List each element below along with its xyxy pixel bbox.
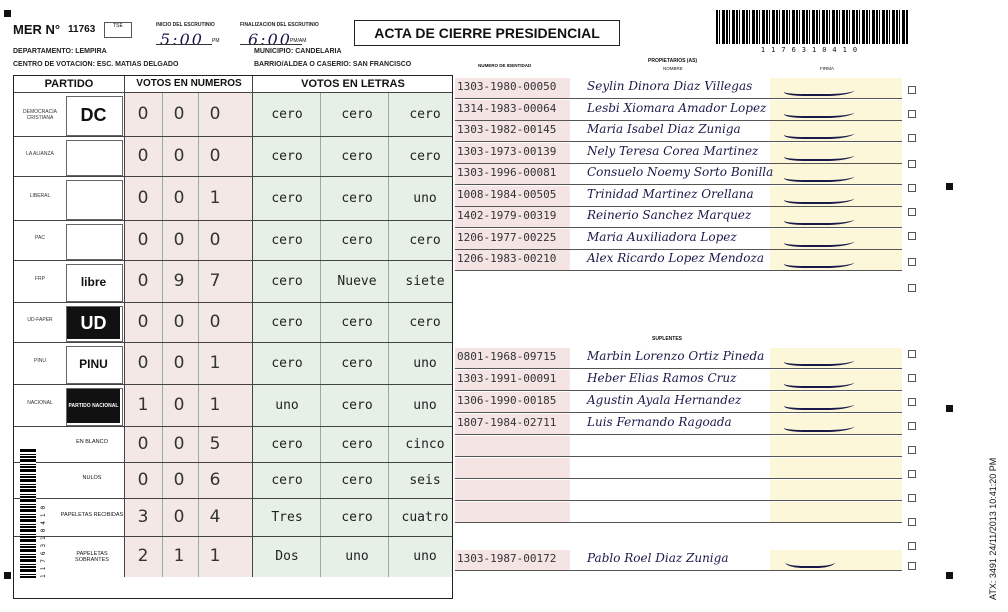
empty-row (455, 458, 902, 479)
member-id: 1303-1996-00081 (457, 166, 557, 179)
vote-word: uno (413, 191, 437, 206)
member-id: 1303-1980-00050 (457, 80, 557, 93)
top-barcode (716, 10, 908, 44)
votes-table (13, 75, 453, 599)
corner-mark (946, 183, 953, 190)
check-box (908, 562, 916, 570)
member-row (455, 348, 902, 369)
check-box (908, 542, 916, 550)
vote-word: siete (405, 274, 445, 289)
vote-digit: 1 (173, 546, 185, 566)
member-name: Luis Fernando Ragoada (587, 415, 732, 429)
prop-header: PROPIETARIOS (AS) (648, 58, 698, 64)
vote-digit: 0 (173, 146, 185, 166)
vote-digit: 3 (137, 507, 149, 527)
vote-digit: 0 (209, 146, 221, 166)
table-row (14, 176, 452, 221)
vote-word: cero (341, 315, 373, 330)
member-name: Consuelo Noemy Sorto Bonilla (587, 165, 774, 179)
vote-word: cero (409, 233, 441, 248)
check-box (908, 284, 916, 292)
vote-word: cero (341, 437, 373, 452)
party-logo (66, 140, 123, 176)
member-id: 1206-1983-00210 (457, 252, 557, 265)
signature (782, 190, 857, 204)
member-row (455, 186, 902, 207)
vote-word: uno (413, 398, 437, 413)
check-box (908, 86, 916, 94)
signature (782, 104, 857, 118)
check-box (908, 422, 916, 430)
vote-word: cero (271, 473, 303, 488)
table-row (14, 136, 452, 177)
inicio-ampm: PM (212, 38, 220, 44)
signature (782, 374, 857, 388)
centro-votacion: CENTRO DE VOTACION: ESC. MATIAS DELGADO (13, 61, 179, 68)
logo-emblem: TSE (104, 22, 132, 38)
member-id: 1008-1984-00505 (457, 187, 557, 201)
table-row (14, 342, 452, 385)
table-row (14, 498, 452, 537)
party-label: DEMOCRACIA CRISTIANA (23, 109, 57, 121)
member-row (455, 550, 902, 571)
check-box (908, 494, 916, 502)
mer-label: MER N° (13, 22, 61, 37)
signature (782, 254, 857, 268)
signature (782, 125, 857, 139)
final-ampm: PM/AM (290, 38, 307, 44)
check-box (908, 470, 916, 478)
party-label: FRP (35, 276, 45, 282)
mer-number: 11763 (68, 24, 96, 35)
corner-mark (946, 572, 953, 579)
vote-word: cero (271, 149, 303, 164)
vote-word: cero (409, 107, 441, 122)
vote-digit: 0 (173, 312, 185, 332)
member-row (455, 250, 902, 271)
member-row (455, 100, 902, 121)
member-name: Nely Teresa Corea Martinez (587, 143, 759, 158)
vote-digit: 1 (209, 353, 221, 373)
party-label: PAC (35, 235, 45, 241)
vote-word: cero (341, 191, 373, 206)
vote-word: uno (275, 398, 299, 413)
member-id: 1206-1977-00225 (457, 230, 557, 244)
col-header-letras: VOTOS EN LETRAS (252, 76, 453, 92)
party-logo-text: DC (80, 105, 107, 125)
table-row (14, 536, 452, 577)
member-name: Reinerio Sanchez Marquez (587, 208, 752, 222)
vote-digit: 0 (209, 104, 221, 124)
vote-digit: 5 (209, 434, 221, 454)
final-line (240, 44, 302, 45)
vote-word: Dos (275, 549, 299, 564)
member-name: Seylin Dinora Diaz Villegas (587, 79, 753, 93)
check-box (908, 446, 916, 454)
vote-digit: 0 (173, 434, 185, 454)
table-row (14, 462, 452, 499)
side-barcode-text: 1176310410 (40, 501, 47, 578)
vote-word: cero (341, 510, 373, 525)
vote-digit: 0 (209, 230, 221, 250)
vote-word: cuatro (401, 510, 449, 525)
member-name: Maria Auxiliadora Lopez (587, 229, 737, 244)
table-row (14, 260, 452, 303)
member-row (455, 78, 902, 99)
suplentes-header: SUPLENTES (652, 336, 683, 342)
check-box (908, 398, 916, 406)
side-barcode (20, 448, 36, 578)
check-box (908, 374, 916, 382)
vote-digit: 0 (173, 353, 185, 373)
member-name: Maria Isabel Diaz Zuniga (587, 122, 741, 136)
signature (782, 211, 857, 225)
table-row (14, 302, 452, 343)
municipio: MUNICIPIO: CANDELARIA (254, 48, 342, 55)
check-box (908, 518, 916, 526)
member-id: 1306-1990-00185 (457, 394, 557, 407)
inicio-line (156, 44, 212, 45)
vote-digit: 0 (137, 353, 149, 373)
vote-digit: 0 (137, 312, 149, 332)
party-label: PINU (34, 358, 46, 364)
vote-word: seis (409, 473, 441, 488)
party-label: NACIONAL (27, 400, 53, 406)
vote-word: cero (271, 315, 303, 330)
signature (782, 233, 857, 247)
vote-digit: 7 (209, 271, 221, 291)
vote-digit: 0 (137, 188, 149, 208)
member-row (455, 121, 902, 142)
member-id: 1303-1973-00139 (457, 144, 557, 158)
departamento: DEPARTAMENTO: LEMPIRA (13, 48, 107, 55)
party-label: LA ALIANZA (26, 151, 54, 157)
member-row (455, 207, 902, 228)
row-label: PAPELETAS SOBRANTES (75, 551, 109, 563)
party-logo-text: PARTIDO NACIONAL (67, 389, 120, 423)
vote-digit: 1 (209, 395, 221, 415)
vote-digit: 0 (137, 230, 149, 250)
member-name: Trinidad Martinez Orellana (587, 186, 754, 201)
vote-digit: 6 (209, 470, 221, 490)
member-id: 1303-1987-00172 (457, 552, 557, 565)
nombre-header: NOMBRE (663, 66, 683, 71)
vote-digit: 0 (137, 271, 149, 291)
check-box (908, 208, 916, 216)
vote-word: uno (345, 549, 369, 564)
vote-word: cero (341, 473, 373, 488)
row-label: NULOS (82, 475, 102, 481)
check-box (908, 258, 916, 266)
vote-word: cero (271, 274, 303, 289)
vote-digit: 1 (209, 188, 221, 208)
party-logo (66, 224, 123, 260)
top-barcode-text: 1176310410 (760, 46, 864, 54)
check-box (908, 350, 916, 358)
check-box (908, 110, 916, 118)
vote-digit: 0 (173, 230, 185, 250)
final-label: FINALIZACION DEL ESCRUTINIO (240, 22, 319, 28)
vote-word: cero (271, 233, 303, 248)
corner-mark (4, 572, 11, 579)
signature (782, 147, 857, 161)
member-row (455, 164, 902, 185)
final-value: 6:00 (248, 30, 292, 49)
signature (785, 554, 835, 568)
member-name: Lesbi Xiomara Amador Lopez (587, 100, 767, 115)
vote-digit: 0 (137, 434, 149, 454)
empty-row (455, 502, 902, 523)
vote-digit: 9 (173, 271, 185, 291)
member-row (455, 414, 902, 435)
corner-mark (946, 405, 953, 412)
table-row (14, 92, 452, 137)
inicio-label: INICIO DEL ESCRUTINIO (156, 22, 215, 28)
check-box (908, 134, 916, 142)
member-id: 1314-1983-00064 (457, 101, 557, 115)
vote-digit: 0 (173, 395, 185, 415)
vote-word: cinco (405, 437, 445, 452)
signature (782, 418, 857, 432)
party-logo (66, 180, 123, 220)
empty-row (455, 480, 902, 501)
member-row (455, 392, 902, 413)
vote-word: cero (271, 356, 303, 371)
vote-digit: 1 (137, 395, 149, 415)
empty-row (455, 436, 902, 457)
vote-word: cero (271, 191, 303, 206)
vote-word: Nueve (337, 274, 377, 289)
vote-digit: 4 (209, 507, 221, 527)
member-row (455, 229, 902, 250)
vote-digit: 2 (137, 546, 149, 566)
vote-word: cero (341, 398, 373, 413)
table-row (14, 384, 452, 427)
member-id: 1402-1979-00319 (457, 209, 557, 222)
vote-digit: 0 (173, 104, 185, 124)
vote-digit: 0 (137, 104, 149, 124)
firma-header: FIRMA (820, 66, 834, 71)
member-name: Pablo Roel Diaz Zuniga (587, 551, 729, 565)
vote-digit: 0 (137, 470, 149, 490)
vote-digit: 0 (209, 312, 221, 332)
row-label: PAPELETAS RECIBIDAS (60, 512, 124, 518)
member-row (455, 370, 902, 391)
inicio-value: 5:00 (160, 30, 204, 49)
vote-digit: 1 (209, 546, 221, 566)
table-row (14, 220, 452, 261)
party-label: UD-FAPER (27, 317, 53, 323)
vote-word: cero (409, 315, 441, 330)
party-logo-text: libre (80, 275, 107, 289)
vote-digit: 0 (137, 146, 149, 166)
check-box (908, 184, 916, 192)
signature (782, 168, 857, 182)
vote-word: Tres (271, 510, 303, 525)
row-label: EN BLANCO (76, 439, 108, 445)
member-id: 1303-1991-00091 (457, 372, 557, 385)
member-name: Heber Elias Ramos Cruz (587, 371, 737, 385)
member-name: Agustin Ayala Hernandez (587, 393, 742, 407)
vote-digit: 0 (173, 188, 185, 208)
id-header: NUMERO DE IDENTIDAD (478, 63, 532, 68)
vote-word: uno (413, 549, 437, 564)
barrio: BARRIO/ALDEA O CASERIO: SAN FRANCISCO (254, 61, 412, 68)
signature (782, 396, 857, 410)
vote-word: cero (341, 149, 373, 164)
party-logo-text: PINU (79, 357, 108, 371)
vote-word: cero (341, 356, 373, 371)
vote-digit: 0 (173, 470, 185, 490)
corner-mark (4, 10, 11, 17)
member-row (455, 143, 902, 164)
signature (782, 82, 857, 96)
vote-word: cero (271, 107, 303, 122)
vote-word: cero (341, 233, 373, 248)
col-header-numeros: VOTOS EN NUMEROS (124, 76, 253, 92)
vote-digit: 0 (173, 507, 185, 527)
table-row (14, 426, 452, 463)
party-logo-text: UD (67, 307, 120, 339)
check-box (908, 232, 916, 240)
vote-word: uno (413, 356, 437, 371)
member-id: 1807-1984-02711 (457, 416, 557, 429)
form-title: ACTA DE CIERRE PRESIDENCIAL (354, 20, 620, 46)
vote-word: cero (409, 149, 441, 164)
member-name: Marbin Lorenzo Ortiz Pineda (587, 349, 765, 363)
party-label: LIBERAL (29, 193, 51, 199)
vote-word: cero (271, 437, 303, 452)
member-name: Alex Ricardo Lopez Mendoza (587, 251, 765, 265)
check-box (908, 160, 916, 168)
signature (782, 352, 857, 366)
vote-word: cero (341, 107, 373, 122)
member-id: 1303-1982-00145 (457, 123, 557, 136)
col-header-partido: PARTIDO (44, 78, 94, 90)
timestamp-stamp: ATX: 3491 24/11/2013 10:41:20 PM (988, 457, 998, 600)
member-id: 0801-1968-09715 (457, 350, 557, 363)
